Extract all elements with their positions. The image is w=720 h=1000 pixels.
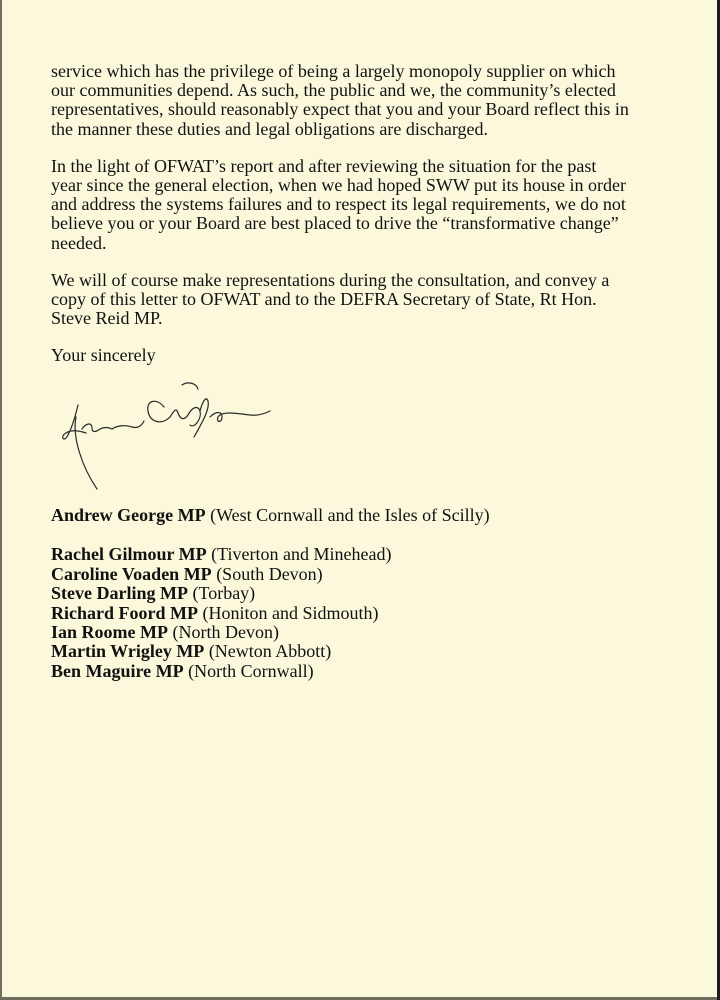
signatory-name: Ben Maguire MP (51, 660, 184, 681)
letter-paragraph: service which has the privilege of being a largely monopoly supplier on which our communities depend. As such, the public and we, the community’s elected representatives, should reasonably expect that you and your Board reflect this in the manner these duties and legal obligations are discharged. (51, 61, 629, 139)
signatory-name: Rachel Gilmour MP (51, 544, 207, 565)
signatory (51, 662, 671, 681)
letter-paragraph: We will of course make representations during the consultation, and convey a copy of this letter to OFWAT and to the DEFRA Secretary of State, Rt Hon. Steve Reid MP. (51, 269, 610, 329)
signatory-name: Caroline Voaden MP (51, 563, 212, 584)
signatory (51, 623, 671, 642)
signatory (51, 604, 671, 623)
signatory-name: Steve Darling MP (51, 583, 188, 604)
letter-body (51, 62, 681, 366)
signatory (51, 642, 671, 661)
signatory (51, 584, 671, 603)
signatory-list (51, 506, 671, 681)
signatory-constituency: (North Devon) (167, 622, 279, 643)
signatory-lead (51, 506, 671, 525)
signatory-constituency: (Tiverton and Minehead) (206, 544, 392, 565)
letter-paragraph: In the light of OFWAT’s report and after reviewing the situation for the past year since the general election, when we had hoped SWW put its house in order and address the systems failures and to respect its legal requirements, we do not believe you or your Board are best placed to drive the “transformative change” needed. (51, 155, 626, 253)
signatory (51, 565, 671, 584)
signatory-name: Martin Wrigley MP (51, 641, 205, 662)
signatory-constituency: (West Cornwall and the Isles of Scilly) (205, 505, 490, 525)
signatory-constituency: (South Devon) (211, 563, 323, 584)
signatory-constituency: (Honiton and Sidmouth) (197, 602, 379, 623)
page-left-edge (0, 0, 2, 1000)
handwritten-signature (52, 377, 282, 497)
signatory-constituency: (Torbay) (187, 583, 256, 604)
signatory-constituency: (Newton Abbott) (204, 641, 332, 662)
signatory (51, 545, 671, 564)
signatory-name: Richard Foord MP (51, 602, 198, 623)
signatory-name: Andrew George MP (51, 505, 206, 525)
signatory-constituency: (North Cornwall) (183, 660, 314, 681)
letter-closing: Your sincerely (51, 345, 156, 366)
signatory-name: Ian Roome MP (51, 622, 168, 643)
